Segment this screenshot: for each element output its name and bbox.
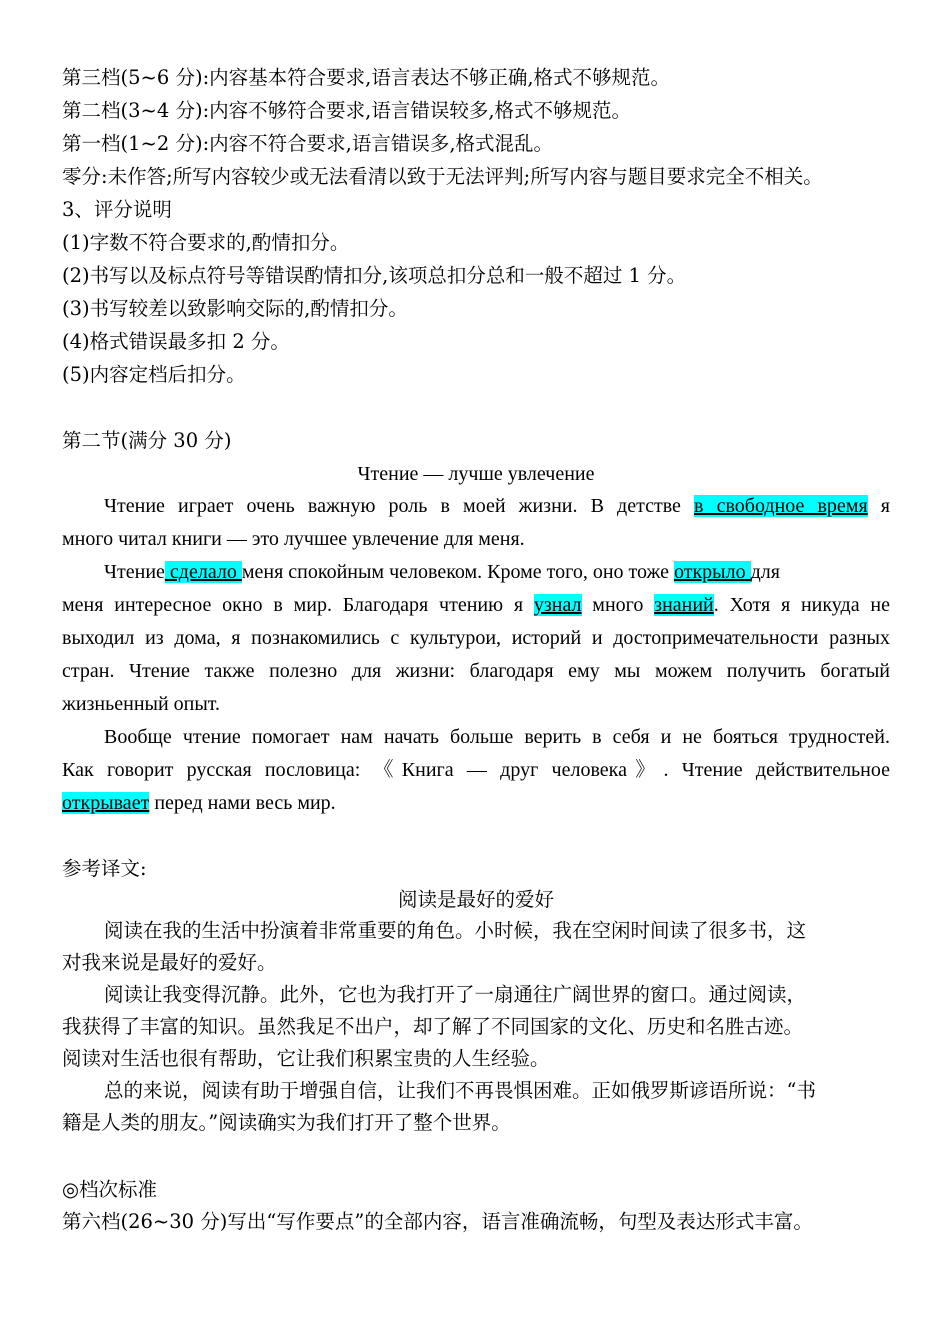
essay-text: меня спокойным человеком. Кроме того, оно тоже: [241, 561, 674, 583]
essay-text: я: [867, 495, 890, 517]
essay-text: Чтение: [104, 561, 165, 583]
notes-item: (1)字数不符合要求的,酌情扣分。: [62, 231, 350, 254]
notes-heading: 3、评分说明: [62, 198, 172, 221]
translation-p2-line1: 阅读让我变得沉静。此外，它也为我打开了一扇通往广阔世界的窗口。通过阅读，: [104, 983, 807, 1006]
grading-tier6: 第六档(26~30 分)写出“写作要点”的全部内容，语言准确流畅，句型及表达形式丰富。: [62, 1210, 813, 1233]
essay-p3-line2: Как говорит русская пословица: 《Книга — друг человека》. Чтение действительное: [62, 759, 890, 781]
essay-p1-line2: много читал книги — это лучшее увлечение для меня.: [62, 528, 525, 550]
essay-p2-line4: стран. Чтение также полезно для жизни: благодаря ему мы можем получить богатый: [62, 660, 890, 682]
highlight-phrase: в свободное время: [694, 495, 868, 517]
essay-p3-line1: Вообще чтение помогает нам начать больше верить в себя и не бояться трудностей.: [104, 726, 890, 748]
highlight-word: открыло: [673, 561, 751, 583]
translation-p1-line1: 阅读在我的生活中扮演着非常重要的角色。小时候，我在空闲时间读了很多书，这: [104, 919, 807, 942]
highlight-word: знаний: [654, 594, 714, 616]
essay-p1-line1: [104, 494, 890, 518]
essay-text: перед нами весь мир.: [149, 792, 336, 814]
essay-text: меня интересное окно в мир. Благодаря чтению я: [62, 594, 534, 616]
section2-heading: 第二节(满分 30 分): [62, 429, 232, 452]
scoring-tier1: 第一档(1~2 分):内容不符合要求,语言错误多,格式混乱。: [62, 132, 554, 155]
translation-p3-line1: 总的来说，阅读有助于增强自信，让我们不再畏惧困难。正如俄罗斯谚语所说：“书: [104, 1079, 816, 1102]
translation-p3-line2: 籍是人类的朋友。”阅读确实为我们打开了整个世界。: [62, 1111, 511, 1134]
translation-p1-line2: 对我来说是最好的爱好。: [62, 951, 277, 974]
essay-p2-line3: выходил из дома, я познакомились с культурои, историй и достопримечательности разных: [62, 627, 890, 649]
highlight-word: узнал: [533, 594, 582, 616]
essay-p2-line1: [104, 560, 890, 584]
highlight-word: открывает: [62, 792, 150, 814]
grading-heading: ◎档次标准: [62, 1178, 158, 1201]
translation-p2-line3: 阅读对生活也很有帮助，它让我们积累宝贵的人生经验。: [62, 1047, 550, 1070]
essay-p2-line5: жизньенный опыт.: [62, 693, 221, 715]
essay-text: для: [750, 561, 780, 583]
notes-item: (2)书写以及标点符号等错误酌情扣分,该项总扣分总和一般不超过 1 分。: [62, 264, 687, 287]
highlight-word: сделало: [164, 561, 242, 583]
essay-p3-line3: [62, 791, 890, 815]
scoring-tier2: 第二档(3~4 分):内容不够符合要求,语言错误较多,格式不够规范。: [62, 99, 632, 122]
notes-item: (5)内容定档后扣分。: [62, 363, 246, 386]
essay-text: . Хотя я никуда не: [713, 594, 890, 616]
notes-item: (4)格式错误最多扣 2 分。: [62, 330, 290, 353]
essay-title: Чтение — лучше увлечение: [357, 463, 595, 485]
essay-text: много: [581, 594, 655, 616]
translation-title: 阅读是最好的爱好: [397, 888, 554, 911]
scoring-zero: 零分:未作答;所写内容较少或无法看清以致于无法评判;所写内容与题目要求完全不相关。: [62, 165, 823, 188]
translation-p2-line2: 我获得了丰富的知识。虽然我足不出户，却了解了不同国家的文化、历史和名胜古迹。: [62, 1015, 804, 1038]
notes-item: (3)书写较差以致影响交际的,酌情扣分。: [62, 297, 408, 320]
essay-p2-line2: [62, 593, 890, 617]
essay-text: Чтение играет очень важную роль в моей жизни. В детстве: [104, 495, 695, 517]
translation-label: 参考译文:: [62, 857, 147, 880]
scoring-tier3: 第三档(5~6 分):内容基本符合要求,语言表达不够正确,格式不够规范。: [62, 66, 671, 89]
